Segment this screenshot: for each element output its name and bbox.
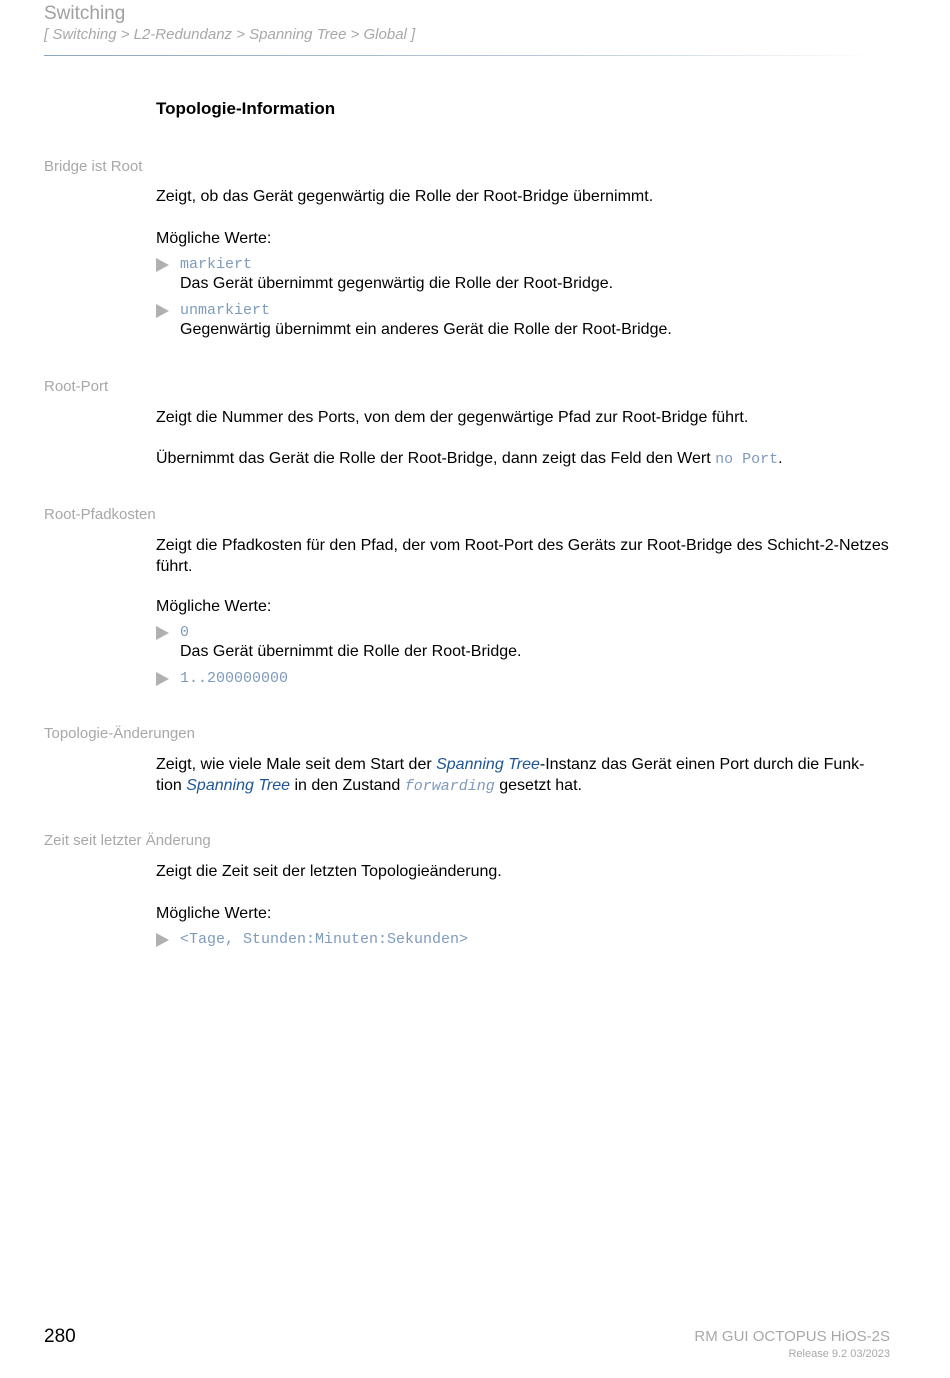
values-label-bridge-root: Mögliche Werte: [156, 230, 272, 247]
spanning-tree-link[interactable]: Spanning Tree [436, 756, 540, 773]
desc-text: gesetzt hat. [494, 777, 582, 794]
param-name-topology-changes: Topologie-Änderungen [44, 725, 195, 742]
header-divider [44, 55, 874, 56]
value-code: 1..200000000 [180, 670, 289, 687]
bullet-triangle-icon [156, 626, 169, 640]
bullet-triangle-icon [156, 933, 169, 947]
param-description-time-since-change: Zeigt die Zeit seit der letzten Topologieänderung. [156, 863, 502, 880]
value-item [156, 669, 896, 689]
desc-text: Zeigt, wie viele Male seit dem Start der [156, 756, 437, 773]
section-heading: Topologie-Information [156, 99, 336, 118]
values-label-time-since-change: Mögliche Werte: [156, 905, 272, 922]
product-name: RM GUI OCTOPUS HiOS-2S [694, 1328, 890, 1345]
value-description: Das Gerät übernimmt die Rolle der Root-Bridge. [180, 643, 522, 660]
bullet-triangle-icon [156, 304, 169, 318]
param-description-bridge-root: Zeigt, ob das Gerät gegenwärtig die Rolle der Root-Bridge übernimmt. [156, 188, 654, 205]
value-code: markiert [180, 256, 253, 273]
param-name-root-path-cost: Root-Pfadkosten [44, 506, 156, 523]
desc-text: tion [156, 777, 187, 794]
value-code: <Tage, Stunden:Minuten:Sekunden> [180, 931, 469, 948]
value-item [156, 930, 896, 950]
value-code: 0 [180, 624, 190, 641]
release-info: Release 9.2 03/2023 [788, 1348, 890, 1360]
note-code: no Port [715, 451, 779, 468]
desc-text: in den Zustand [290, 777, 405, 794]
note-suffix: . [778, 450, 783, 467]
value-code: unmarkiert [180, 302, 271, 319]
bullet-triangle-icon [156, 672, 169, 686]
desc-text: -Instanz das Gerät einen Port durch die Funk- [539, 756, 865, 773]
state-code: forwarding [404, 778, 495, 795]
values-label-root-path-cost: Mögliche Werte: [156, 598, 272, 615]
breadcrumb: [ Switching > L2-Redundanz > Spanning Tree > Global ] [44, 26, 416, 43]
bullet-triangle-icon [156, 258, 169, 272]
param-name-bridge-root: Bridge ist Root [44, 158, 143, 175]
param-description-root-path-cost: Zeigt die Pfadkosten für den Pfad, der vom Root-Port des Geräts zur Root-Bridge des Schicht-2-Netzes führt. [156, 537, 889, 575]
header-title: Switching [44, 3, 126, 24]
spanning-tree-link[interactable]: Spanning Tree [186, 777, 291, 794]
page-number: 280 [44, 1326, 76, 1347]
value-item [156, 623, 896, 663]
value-item [156, 255, 896, 295]
param-note-root-port [156, 448, 896, 470]
param-description-root-port: Zeigt die Nummer des Ports, von dem der gegenwärtige Pfad zur Root-Bridge führt. [156, 409, 749, 426]
param-name-time-since-change: Zeit seit letzter Änderung [44, 832, 211, 849]
value-description: Das Gerät übernimmt gegenwärtig die Rolle der Root-Bridge. [180, 275, 614, 292]
value-item [156, 301, 896, 341]
param-name-root-port: Root-Port [44, 378, 109, 395]
note-text: Übernimmt das Gerät die Rolle der Root-Bridge, dann zeigt das Feld den Wert [156, 450, 716, 467]
value-description: Gegenwärtig übernimmt ein anderes Gerät die Rolle der Root-Bridge. [180, 321, 672, 338]
param-description-topology-changes [156, 754, 896, 797]
